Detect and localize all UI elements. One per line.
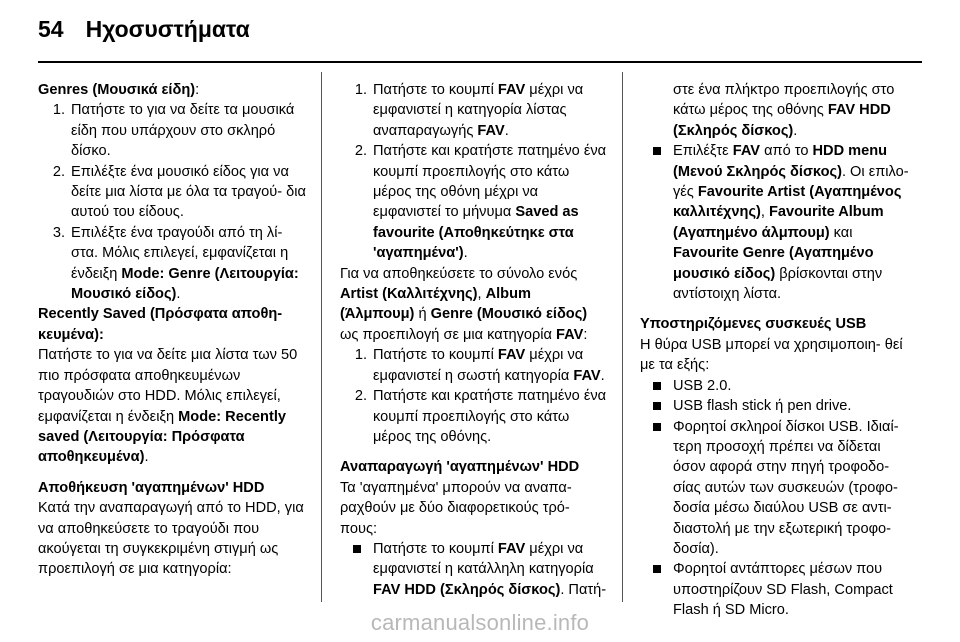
bullet-icon [653, 565, 661, 573]
list-item: Φορητοί αντάπτορες μέσων που υποστηρίζουν SD Flash, Compact Flash ή SD Micro. [649, 559, 912, 620]
list-item: 3. Επιλέξτε ένα τραγούδι από τη λί- στα. Μόλις επιλεγεί, εμφανίζεται η ένδειξη Mode: Genre (Λειτουργία: Μουσικό είδος). [52, 224, 299, 303]
fav-play-heading: Αναπαραγωγή 'αγαπημένων' HDD [340, 459, 580, 476]
recently-saved-heading: Recently Saved (Πρόσφατα αποθη- κευμένα): [38, 306, 283, 343]
fav-save-text: Κατά την αναπαραγωγή από το HDD, για να αποθηκεύσετε το τραγούδι που ακούγεται τη συγκεκριμένη στιγμή ως προεπιλογή σε μια κατηγορία: [38, 500, 304, 578]
watermark: carmanualsonline.info [370, 610, 590, 635]
list-item: 2. Πατήστε και κρατήστε πατημένο ένα κουμπί προεπιλογής στο κάτω μέρος της οθόνη μέχρι να εμφανιστεί το μήνυμα Saved as favourite (Αποθηκεύτηκε στα 'αγαπημένα'). [354, 143, 607, 262]
list-item: 2. Πατήστε και κρατήστε πατημένο ένα κουμπί προεπιλογής στο κάτω μέρος της οθόνης. [354, 388, 607, 445]
usb-text: Η θύρα USB μπορεί να χρησιμοποιη- θεί με τα εξής: [640, 336, 903, 374]
save-all-text: Για να αποθηκεύσετε το σύνολο ενός Artist (Καλλιτέχνης), Album (Άλμπουμ) ή Genre (Μουσικό είδος) ως προεπιλογή σε μια κατηγορία FAV: [340, 265, 588, 343]
page-number: 54 [38, 16, 64, 42]
column-2 [340, 80, 608, 600]
fav-steps [349, 80, 608, 264]
usb-heading: Υποστηριζόμενες συσκευές USB [640, 316, 867, 333]
list-item: 2. Επιλέξτε ένα μουσικό είδος για να δείτε μια λίστα με όλα τα τραγού- δια αυτού του είδους. [52, 163, 306, 221]
save-all-steps [349, 345, 608, 447]
fav-play-bullets-cont [649, 80, 912, 304]
fav-save-heading: Αποθήκευση 'αγαπημένων' HDD [38, 479, 265, 496]
recently-saved-text: Πατήστε το για να δείτε μια λίστα των 50 πιο πρόσφατα αποθηκευμένων τραγουδιών στο HDD. Μόλις επιλεγεί, εμφανίζεται η ένδειξη Mode: Recently saved (Λειτουργία: Πρόσφατα αποθηκευμένα). [38, 347, 298, 466]
list-item: 1. Πατήστε το κουμπί FAV μέχρι να εμφανιστεί η σωστή κατηγορία FAV. [354, 347, 605, 384]
bullet-icon [653, 382, 661, 390]
fav-play-bullets [349, 539, 608, 600]
list-item: Πατήστε το κουμπί FAV μέχρι να εμφανιστεί η κατάλληλη κατηγορία FAV HDD (Σκληρός δίσκος). Πατή- [349, 539, 608, 600]
list-item: Επιλέξτε FAV από το HDD menu (Μενού Σκληρός δίσκος). Οι επιλο- γές Favourite Artist (Αγαπημένος καλλιτέχνης), Favourite Album (Αγαπημένο άλμπουμ) και Favourite Genre (Αγαπημένο μουσικό είδος) βρίσκονται στην αντίστοιχη λίστα. [649, 141, 912, 304]
page-title: Ηχοσυστήματα [85, 16, 250, 42]
bullet-icon [653, 147, 661, 155]
list-item: 1. Πατήστε το για να δείτε τα μουσικά είδη που υπάρχουν στο σκληρό δίσκο. [52, 102, 295, 160]
genres-steps [47, 100, 306, 304]
column-divider [321, 72, 322, 602]
bullet-icon [653, 423, 661, 431]
list-item: 1. Πατήστε το κουμπί FAV μέχρι να εμφανιστεί η κατηγορία λίστας αναπαραγωγής FAV. [354, 82, 584, 139]
page-header [38, 16, 250, 52]
bullet-icon [653, 402, 661, 410]
bullet-icon [353, 545, 361, 553]
column-divider [622, 72, 623, 602]
list-item: USB 2.0. [649, 376, 912, 396]
usb-list [649, 376, 912, 621]
list-item: στε ένα πλήκτρο προεπιλογής στο κάτω μέρος της οθόνης FAV HDD (Σκληρός δίσκος). [673, 82, 895, 139]
column-1 [38, 80, 306, 580]
column-3 [640, 80, 912, 621]
fav-play-text: Τα 'αγαπημένα' μπορούν να αναπα- ραχθούν με δύο διαφορετικούς τρό- πους: [340, 479, 572, 537]
header-rule [38, 61, 922, 63]
list-item: Φορητοί σκληροί δίσκοι USB. Ιδιαί- τερη προσοχή πρέπει να δίδεται όσον αφορά στην πηγή τροφοδο- σίας αυτών των συσκευών (τροφο- δοσία μέσω διαύλου USB σε αντι- διαστολή με την εξωτερική τροφο- δοσία). [649, 417, 912, 560]
genres-heading: Genres (Μουσικά είδη): [38, 82, 200, 98]
list-item: USB flash stick ή pen drive. [649, 396, 912, 416]
